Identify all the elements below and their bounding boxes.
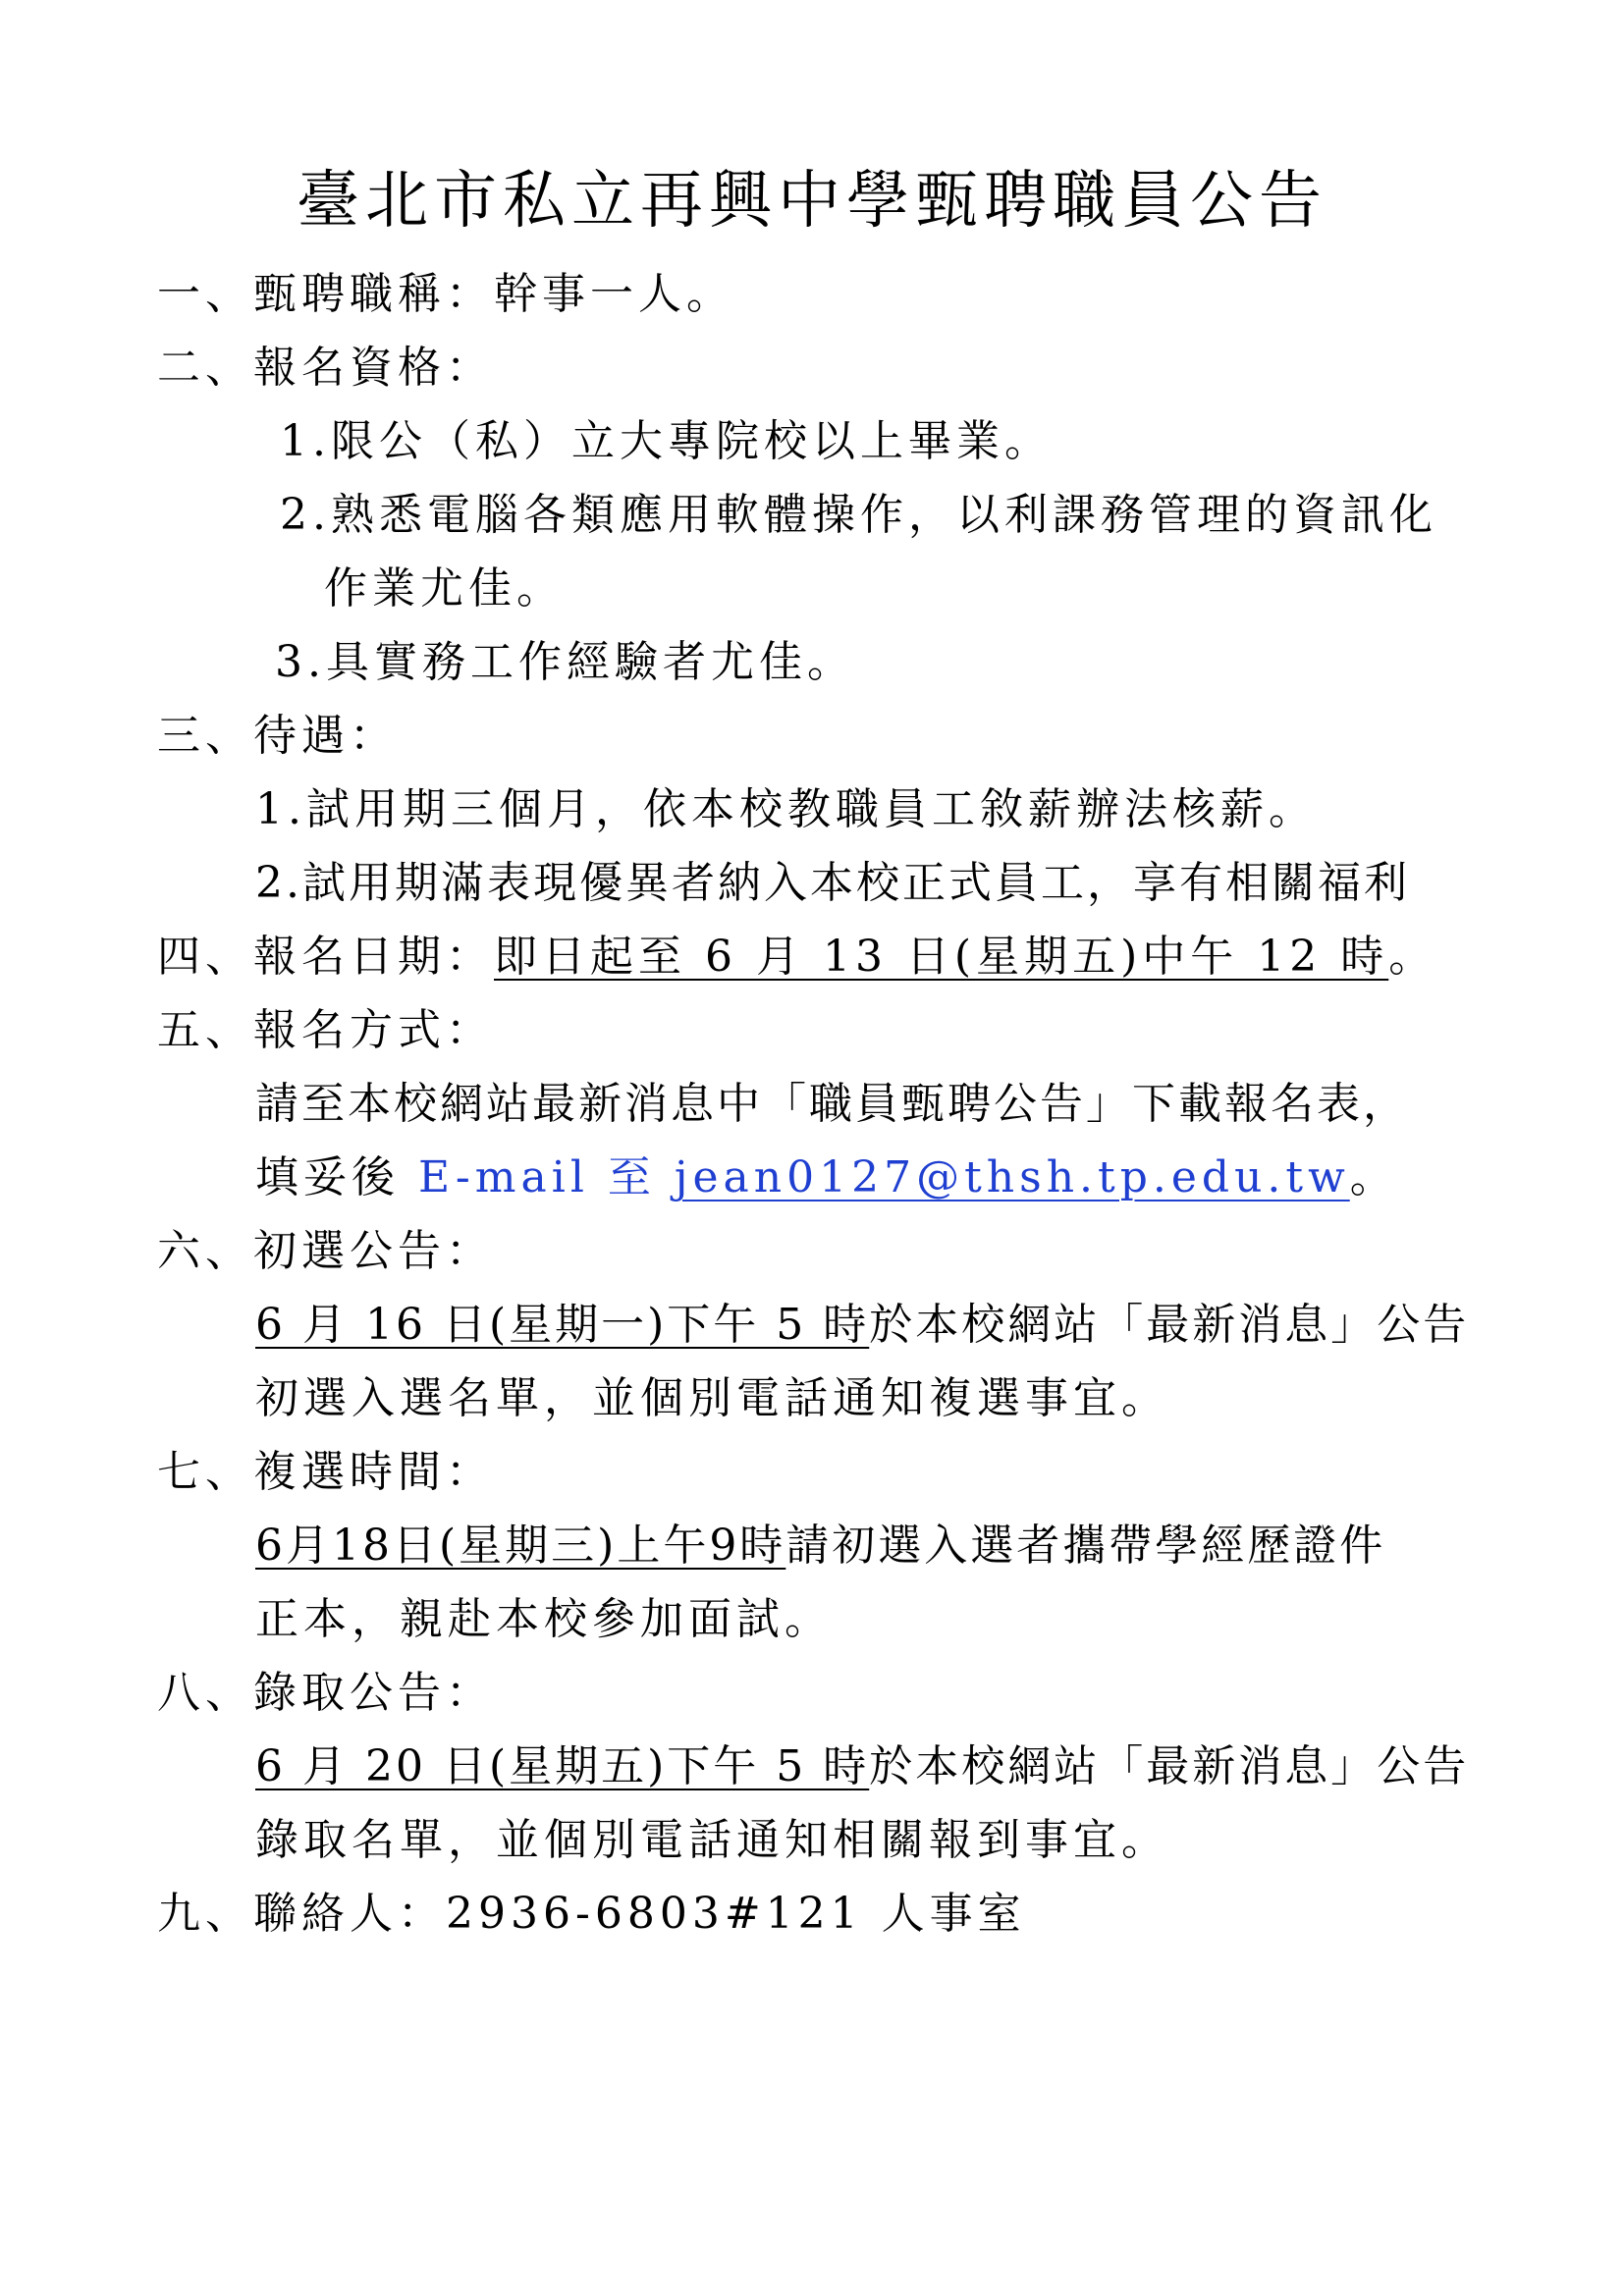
preliminary-announcement-line-1: [255, 1296, 1469, 1355]
qualification-item-1: 1.限公（私）立大專院校以上畢業。: [280, 416, 1053, 466]
preliminary-announcement-line-2: 初選入選名單，並個別電話通知複選事宜。: [255, 1373, 1169, 1423]
preliminary-date: 6 月 16 日(星期一)下午 5 時: [255, 1300, 870, 1350]
application-method-line-1: 請至本校網站最新消息中「職員甄聘公告」下載報名表，: [255, 1079, 1409, 1129]
section-4-prefix: 四、報名日期：: [157, 932, 494, 982]
interview-date: 6月18日(星期三)上午9時: [255, 1521, 786, 1571]
qualification-item-3: 3.具實務工作經驗者尤佳。: [275, 637, 855, 687]
application-prefix: 填妥後: [255, 1152, 418, 1202]
section-2-heading: 二、報名資格：: [157, 343, 494, 393]
admission-line-2: 錄取名單，並個別電話通知相關報到事宜。: [255, 1815, 1169, 1865]
admission-date: 6 月 20 日(星期五)下午 5 時: [255, 1741, 870, 1791]
section-8-heading: 八、錄取公告：: [157, 1668, 494, 1718]
qualification-item-2-cont: 作業尤佳。: [324, 563, 565, 614]
section-4-registration-date: [157, 928, 1436, 987]
application-suffix: 。: [1349, 1152, 1398, 1202]
section-9-contact: 九、聯絡人：2936-6803#121 人事室: [157, 1889, 1026, 1939]
section-1-position: 一、甄聘職稱：幹事一人。: [157, 269, 734, 319]
preliminary-rest: 於本校網站「最新消息」公告: [869, 1300, 1470, 1350]
interview-line-2: 正本，親赴本校參加面試。: [255, 1594, 833, 1644]
registration-deadline: 即日起至 6 月 13 日(星期五)中午 12 時: [494, 932, 1389, 982]
admission-line-1: [255, 1737, 1469, 1796]
interview-rest: 請初選入選者攜帶學經歷證件: [785, 1521, 1386, 1571]
section-5-heading: 五、報名方式：: [157, 1005, 494, 1055]
salary-item-1: 1.試用期三個月，依本校教職員工敘薪辦法核薪。: [255, 784, 1317, 834]
interview-line-1: [255, 1517, 1385, 1575]
email-link[interactable]: jean0127@thsh.tp.edu.tw: [674, 1152, 1350, 1202]
page-title: 臺北市私立再興中學甄聘職員公告: [297, 165, 1327, 238]
section-3-heading: 三、待遇：: [157, 711, 398, 761]
section-7-heading: 七、複選時間：: [157, 1447, 494, 1497]
qualification-item-2: 2.熟悉電腦各類應用軟體操作，以利課務管理的資訊化: [280, 490, 1437, 540]
section-4-suffix: 。: [1388, 932, 1437, 982]
admission-rest: 於本校網站「最新消息」公告: [869, 1741, 1470, 1791]
email-label: E-mail 至: [418, 1152, 675, 1202]
section-6-heading: 六、初選公告：: [157, 1226, 494, 1276]
application-method-line-2: [255, 1148, 1398, 1207]
salary-item-2: 2.試用期滿表現優異者納入本校正式員工，享有相關福利: [255, 858, 1410, 908]
